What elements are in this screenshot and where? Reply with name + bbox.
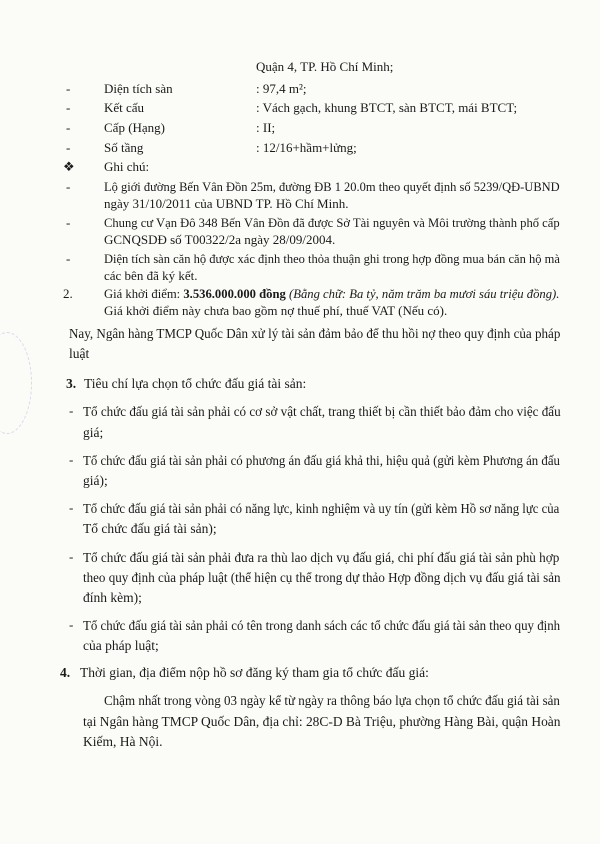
diamond-bullet-icon: ❖ <box>63 159 75 174</box>
note-2-line-1: Chung cư Vạn Đô 348 Bến Vân Đồn đã được Sở Tài nguyên và Môi trường thành phố cấp <box>104 215 560 230</box>
intro-line-1: Nay, Ngân hàng TMCP Quốc Dân xử lý tài sản đảm bảo để thu hồi nợ theo quy định của pháp <box>69 326 561 341</box>
dash-marker: - <box>69 549 74 564</box>
price-prefix: Giá khởi điểm: <box>104 286 181 301</box>
prop-value-floors: : 12/16+hầm+lửng; <box>256 140 357 155</box>
note-3-line-2: các bên đã ký kết. <box>104 268 198 283</box>
prop-label-area: Diện tích sàn <box>104 81 173 96</box>
dash-marker: - <box>66 81 71 96</box>
address-line: Quận 4, TP. Hồ Chí Minh; <box>256 59 394 74</box>
dash-marker: - <box>66 179 71 194</box>
faded-stamp <box>0 332 32 434</box>
notes-label: Ghi chú: <box>104 159 150 174</box>
section-3-title: Tiêu chí lựa chọn tổ chức đấu giá tài sản: <box>84 376 307 391</box>
section-4-line-3: Kiếm, Hà Nội. <box>83 734 163 749</box>
dash-marker: - <box>69 452 74 467</box>
dash-marker: - <box>69 403 74 418</box>
section-3-number: 3. <box>66 376 77 391</box>
criteria-4-line-3: đính kèm); <box>83 590 142 605</box>
price-in-words: (Bằng chữ: Ba tỷ, năm trăm ba mươi sáu triệu đồng). <box>289 286 560 301</box>
prop-label-grade: Cấp (Hạng) <box>104 120 166 135</box>
criteria-1-line-2: giá; <box>83 425 104 440</box>
price-number: 2. <box>63 286 73 301</box>
dash-marker: - <box>66 140 71 155</box>
criteria-5-line-2: của pháp luật; <box>83 638 159 653</box>
criteria-1-line-1: Tổ chức đấu giá tài sản phải có cơ sở vật chất, trang thiết bị cần thiết bảo đảm cho việc đấu <box>83 404 561 419</box>
section-4-line-1: Chậm nhất trong vòng 03 ngày kể từ ngày ra thông báo lựa chọn tổ chức đấu giá tài sản <box>104 693 560 708</box>
section-4-line-2: tại Ngân hàng TMCP Quốc Dân, địa chỉ: 28C-D Bà Triệu, phường Hàng Bài, quận Hoàn <box>83 714 561 729</box>
intro-line-2: luật <box>69 346 90 361</box>
criteria-2-line-2: giá); <box>83 473 108 488</box>
criteria-3-line-1: Tổ chức đấu giá tài sản phải có năng lực, kinh nghiệm và uy tín (gửi kèm Hồ sơ năng lực của <box>83 501 560 516</box>
criteria-2-line-1: Tổ chức đấu giá tài sản phải có phương án đấu giá khả thi, hiệu quả (gửi kèm Phương án đấu <box>83 453 560 468</box>
section-4-title: Thời gian, địa điểm nộp hồ sơ đăng ký tham gia tổ chức đấu giá: <box>80 665 429 680</box>
criteria-5-line-1: Tổ chức đấu giá tài sản phải có tên trong danh sách các tổ chức đấu giá tài sản theo quy định <box>83 618 561 633</box>
dash-marker: - <box>66 215 71 230</box>
price-line <box>104 286 559 302</box>
prop-label-floors: Số tầng <box>104 140 144 155</box>
dash-marker: - <box>66 251 71 266</box>
price-amount: 3.536.000.000 đồng <box>183 286 286 301</box>
note-1-line-2: ngày 31/10/2011 của UBND TP. Hồ Chí Minh. <box>104 196 349 211</box>
prop-value-structure: : Vách gạch, khung BTCT, sàn BTCT, mái BTCT; <box>256 100 518 115</box>
price-note: Giá khởi điểm này chưa bao gồm nợ thuế phí, thuế VAT (Nếu có). <box>104 303 448 318</box>
dash-marker: - <box>66 120 71 135</box>
dash-marker: - <box>69 617 74 632</box>
prop-value-area: : 97,4 m²; <box>256 81 307 96</box>
prop-label-structure: Kết cấu <box>104 100 145 115</box>
prop-value-grade: : II; <box>256 120 276 135</box>
dash-marker: - <box>69 500 74 515</box>
note-2-line-2: GCNQSDĐ số T00322/2a ngày 28/09/2004. <box>104 232 336 247</box>
dash-marker: - <box>66 100 71 115</box>
criteria-4-line-1: Tổ chức đấu giá tài sản phải đưa ra thù lao dịch vụ đấu giá, chi phí đấu giá tài sản phù hợp <box>83 550 560 565</box>
criteria-4-line-2: theo quy định của pháp luật (thể hiện cụ thể trong dự thảo Hợp đồng dịch vụ đấu giá tài sản <box>83 570 561 585</box>
criteria-3-line-2: Tổ chức đấu giá tài sản); <box>83 521 217 536</box>
note-3-line-1: Diện tích sàn căn hộ được xác định theo thỏa thuận ghi trong hợp đồng mua bán căn hộ mà <box>104 251 560 266</box>
note-1-line-1: Lộ giới đường Bến Vân Đồn 25m, đường ĐB 1 20.0m theo quyết định số 5239/QĐ-UBND <box>104 179 560 194</box>
section-4-number: 4. <box>60 665 71 680</box>
